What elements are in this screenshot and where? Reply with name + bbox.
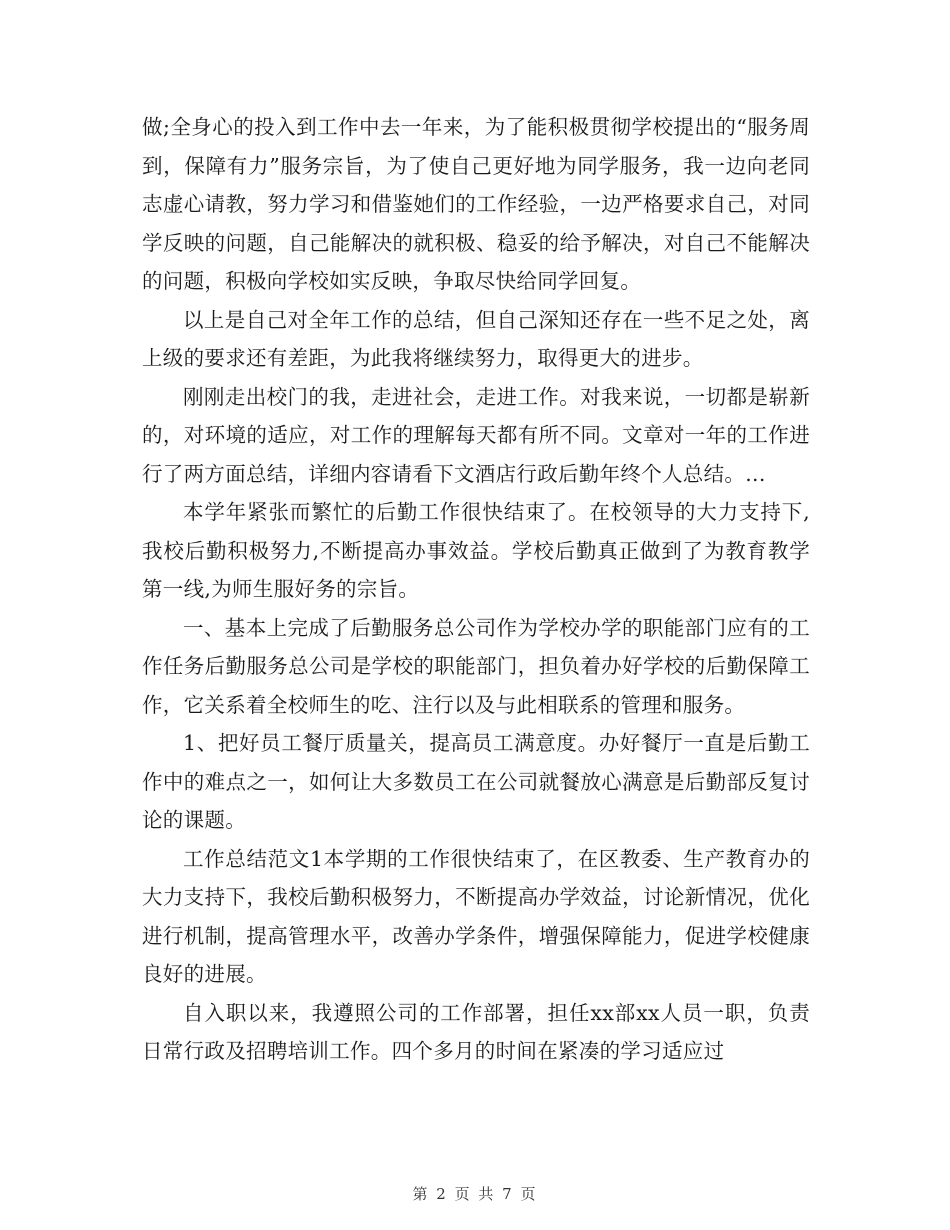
paragraph-logistics-year: 本学年紧张而繁忙的后勤工作很快结束了。在校领导的大力支持下,我校后勤积极努力,不断提高办事效益。学校后勤真正做到了为教育教学第一线,为师生服好务的宗旨。 <box>142 500 810 601</box>
paragraph-new-graduate: 刚刚走出校门的我，走进社会，走进工作。对我来说，一切都是崭新的，对环境的适应，对工作的理解每天都有所不同。文章对一年的工作进行了两方面总结，详细内容请看下文酒店行政后勤年终个人总结。... <box>142 384 810 486</box>
paragraph-section-one: 一、基本上完成了后勤服务总公司作为学校办学的职能部门应有的工作任务后勤服务总公司是学校的职能部门，担负着办好学校的后勤保障工作，它关系着全校师生的吃、注行以及与此相联系的管理和服务。 <box>142 615 810 717</box>
document-body <box>142 108 810 1071</box>
paragraph-since-joining: 自入职以来，我遵照公司的工作部署，担任xx部xx人员一职，负责日常行政及招聘培训工作。四个多月的时间在紧凑的学习适应过 <box>142 1000 810 1063</box>
page-number-footer: 第 2 页 共 7 页 <box>412 1185 538 1203</box>
paragraph-sample-summary: 工作总结范文1本学期的工作很快结束了，在区教委、生产教育办的大力支持下，我校后勤积极努力，不断提高办学效益，讨论新情况，优化进行机制，提高管理水平，改善办学条件，增强保障能力，促进学校健康良好的进展。 <box>142 846 810 986</box>
paragraph-summary: 以上是自己对全年工作的总结，但自己深知还存在一些不足之处，离上级的要求还有差距，为此我将继续努力，取得更大的进步。 <box>142 307 810 370</box>
paragraph-continuation: 做;全身心的投入到工作中去一年来，为了能积极贯彻学校提出的“服务周到，保障有力”服务宗旨，为了使自己更好地为同学服务，我一边向老同志虚心请教，努力学习和借鉴她们的工作经验，一边严格要求自己，对同学反映的问题，自己能解决的就积极、稳妥的给予解决，对自己不能解决的问题，积极向学校如实反映，争取尽快给同学回复。 <box>142 115 810 293</box>
paragraph-item-one: 1、把好员工餐厅质量关，提高员工满意度。办好餐厅一直是后勤工作中的难点之一，如何让大多数员工在公司就餐放心满意是后勤部反复讨论的课题。 <box>142 731 810 832</box>
